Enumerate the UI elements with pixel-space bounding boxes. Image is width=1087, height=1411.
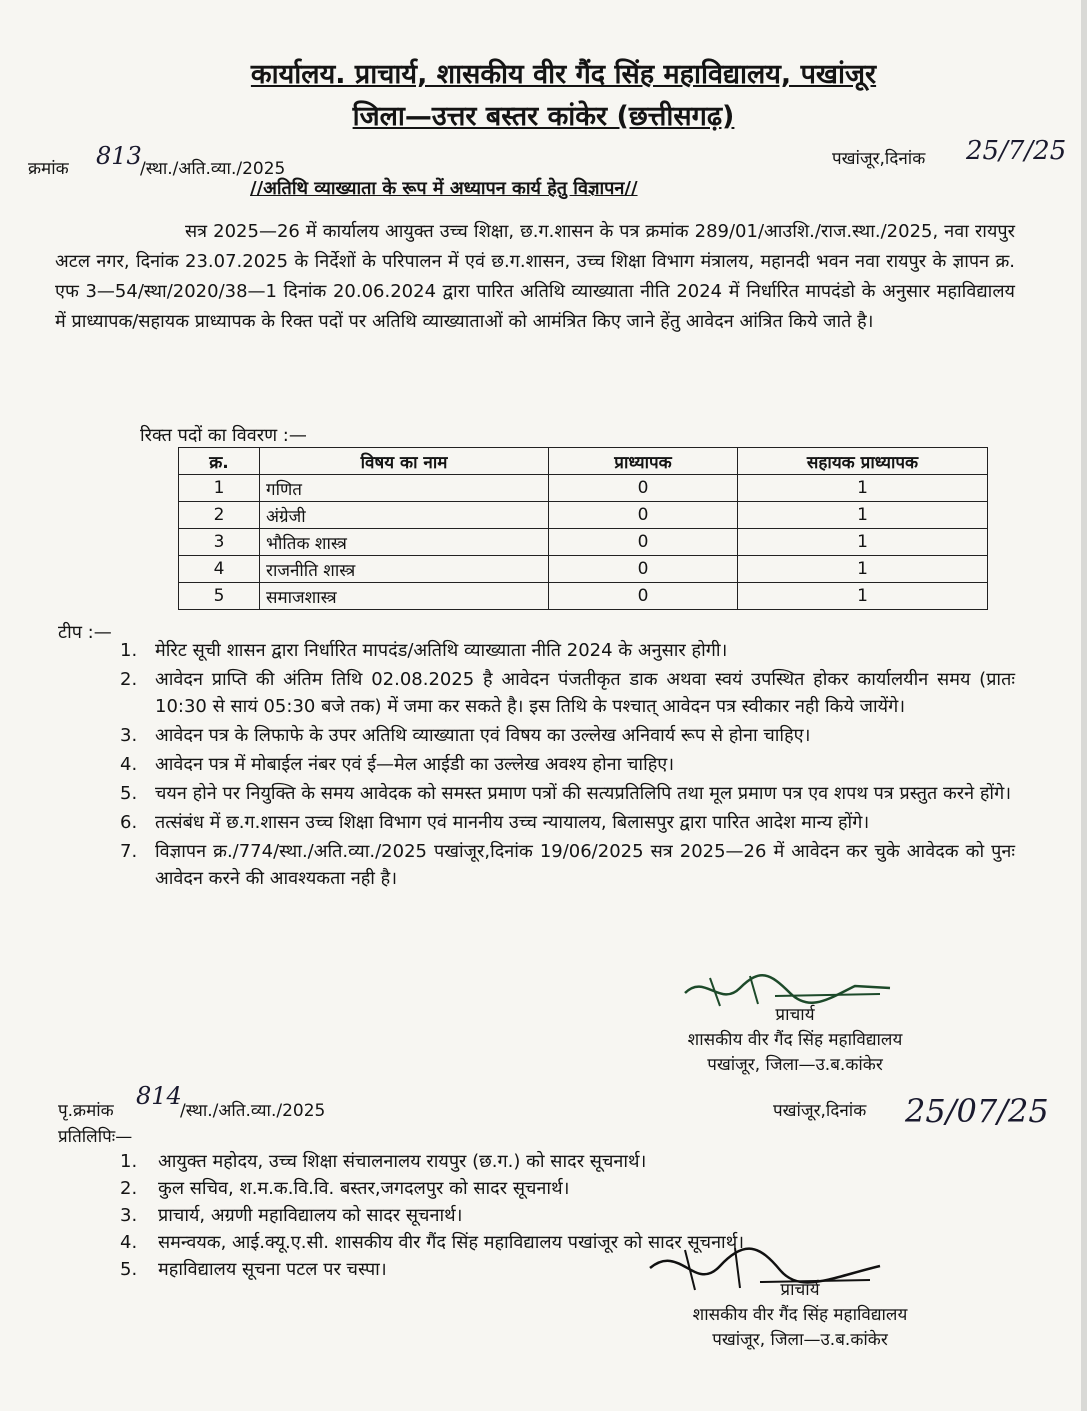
cell-serial: 1 — [179, 475, 260, 502]
cell-professor: 0 — [549, 583, 738, 610]
list-item: 7. विज्ञापन क्र./774/स्था./अति.व्या./2025 पखांजूर,दिनांक 19/06/2025 सत्र 2025—26 में आवेदन कर चुके आवेदक को पुनः आवेदन करने की आवश्यकता नही है। — [120, 838, 1015, 892]
note-text: आवेदन पत्र में मोबाईल नंबर एवं ई—मेल आईडी का उल्लेख अवश्य होना चाहिए। — [155, 754, 675, 775]
list-item: 6. तत्संबंध में छ.ग.शासन उच्च शिक्षा विभाग एवं माननीय उच्च न्यायालय, बिलासपुर द्वारा पारित आदेश मान्य होंगे। — [120, 809, 1015, 836]
cell-serial: 2 — [179, 502, 260, 529]
list-item: 3. आवेदन पत्र के लिफाफे के उपर अतिथि व्याख्याता एवं विषय का उल्लेख अनिवार्य रूप से होना चाहिए। — [120, 722, 1015, 749]
cell-subject: भौतिक शास्त्र — [260, 529, 549, 556]
table-row — [179, 475, 988, 502]
col-subject-header: विषय का नाम — [260, 448, 549, 475]
cell-asst-professor: 1 — [738, 583, 988, 610]
endorsement-label: पृ.क्रमांक — [58, 1101, 114, 1121]
cell-serial: 5 — [179, 583, 260, 610]
cell-professor: 0 — [549, 529, 738, 556]
endorsement-place-date-label: पखांजूर,दिनांक — [773, 1101, 867, 1121]
table-row — [179, 529, 988, 556]
copy-text: आयुक्त महोदय, उच्च शिक्षा संचालनालय रायपुर (छ.ग.) को सादर सूचनार्थ। — [158, 1151, 647, 1172]
list-item: 2. कुल सचिव, श.म.क.वि.वि. बस्तर,जगदलपुर को सादर सूचनार्थ। — [120, 1175, 1020, 1202]
cell-asst-professor: 1 — [738, 556, 988, 583]
list-item: 5. महाविद्यालय सूचना पटल पर चस्पा। — [120, 1256, 1020, 1283]
copy-text: महाविद्यालय सूचना पटल पर चस्पा। — [158, 1259, 387, 1280]
ref-number-handwritten: 813 — [96, 142, 142, 170]
signature-block-1 — [650, 1003, 940, 1078]
endorsement-number-handwritten: 814 — [136, 1082, 182, 1110]
note-text: मेरिट सूची शासन द्वारा निर्धारित मापदंड/अतिथि व्याख्याता नीति 2024 के अनुसार होगी। — [155, 640, 728, 661]
cell-asst-professor: 1 — [738, 529, 988, 556]
col-professor-header: प्राध्यापक — [549, 448, 738, 475]
list-item: 4. आवेदन पत्र में मोबाईल नंबर एवं ई—मेल आईडी का उल्लेख अवश्य होना चाहिए। — [120, 751, 1015, 778]
notes-list — [120, 637, 1015, 894]
district-title: जिला—उत्तर बस्तर कांकेर (छत्तीसगढ़) — [352, 101, 735, 132]
cell-professor: 0 — [549, 556, 738, 583]
signatory-college: शासकीय वीर गैंद सिंह महाविद्यालय — [692, 1305, 908, 1325]
cell-serial: 3 — [179, 529, 260, 556]
col-asst-professor-header: सहायक प्राध्यापक — [738, 448, 988, 475]
cell-professor: 0 — [549, 502, 738, 529]
cell-subject: अंग्रेजी — [260, 502, 549, 529]
list-item: 5. चयन होने पर नियुक्ति के समय आवेदक को समस्त प्रमाण पत्रों की सत्यप्रतिलिपि तथा मूल प्रमाण पत्र एव शपथ पत्र प्रस्तुत करने होंगे। — [120, 780, 1015, 807]
ref-label: क्रमांक — [28, 159, 69, 179]
list-item: 2. आवेदन प्राप्ति की अंतिम तिथि 02.08.2025 है आवेदन पंजतीकृत डाक अथवा स्वयं उपस्थित होकर कार्यालयीन समय (प्रातः 10:30 से सायं 05:30 बजे तक) में जमा कर सकते है। इस तिथि के पश्चात् आवेदन पत्र स्वीकार नही किये जायेंगे। — [120, 666, 1015, 720]
cell-asst-professor: 1 — [738, 475, 988, 502]
table-row — [179, 583, 988, 610]
endorsement-date-handwritten: 25/07/25 — [905, 1092, 1049, 1130]
col-serial-header: क्र. — [179, 448, 260, 475]
table-row — [179, 502, 988, 529]
body-paragraph: सत्र 2025—26 में कार्यालय आयुक्त उच्च शिक्षा, छ.ग.शासन के पत्र क्रमांक 289/01/आउशि./राज.स्था./2025, नवा रायपुर अटल नगर, दिनांक 23.07.2025 के निर्देशों के परिपालन में एवं छ.ग.शासन, उच्च शिक्षा विभाग मंत्रालय, महानदी भवन नवा रायपुर के ज्ञापन क्र. एफ 3—54/स्था/2020/38—1 दिनांक 20.06.2024 द्वारा पारित अतिथि व्याख्याता नीति 2024 में निर्धारित मापदंडो के अनुसार महाविद्यालय में प्राध्यापक/सहायक प्राध्यापक के रिक्त पदों पर अतिथि व्याख्याताओं को आमंत्रित किए जाने हेंतु आवेदन आंत्रित किये जाते है। — [55, 221, 1015, 332]
note-text: चयन होने पर नियुक्ति के समय आवेदक को समस्त प्रमाण पत्रों की सत्यप्रतिलिपि तथा मूल प्रमाण पत्र एव शपथ पत्र प्रस्तुत करने होंगे। — [155, 783, 1012, 804]
note-text: आवेदन प्राप्ति की अंतिम तिथि 02.08.2025 है आवेदन पंजतीकृत डाक अथवा स्वयं उपस्थित होकर कार्यालयीन समय (प्रातः 10:30 से सायं 05:30 बजे तक) में जमा कर सकते है। इस तिथि के पश्चात् आवेदन पत्र स्वीकार नही किये जायेंगे। — [155, 669, 1015, 717]
signature-block-2 — [650, 1278, 950, 1353]
copy-text: प्राचार्य, अग्रणी महाविद्यालय को सादर सूचनार्थ। — [158, 1205, 463, 1226]
list-item: 4. समन्वयक, आई.क्यू.ए.सी. शासकीय वीर गैंद सिंह महाविद्यालय पखांजूर को सादर सूचनार्थ। — [120, 1229, 1020, 1256]
copy-text: कुल सचिव, श.म.क.वि.वि. बस्तर,जगदलपुर को सादर सूचनार्थ। — [158, 1178, 570, 1199]
table-row — [179, 556, 988, 583]
ref-date-handwritten: 25/7/25 — [966, 136, 1067, 166]
cell-serial: 4 — [179, 556, 260, 583]
cell-professor: 0 — [549, 475, 738, 502]
note-text: तत्संबंध में छ.ग.शासन उच्च शिक्षा विभाग एवं माननीय उच्च न्यायालय, बिलासपुर द्वारा पारित आदेश मान्य होंगे। — [155, 812, 870, 833]
signatory-location: पखांजूर, जिला—उ.ब.कांकेर — [707, 1055, 883, 1075]
signatory-college: शासकीय वीर गैंद सिंह महाविद्यालय — [687, 1030, 903, 1050]
cell-asst-professor: 1 — [738, 502, 988, 529]
copy-text: समन्वयक, आई.क्यू.ए.सी. शासकीय वीर गैंद सिंह महाविद्यालय पखांजूर को सादर सूचनार्थ। — [158, 1232, 745, 1253]
cell-subject: गणित — [260, 475, 549, 502]
subject-line: //अतिथि व्याख्याता के रूप में अध्यापन कार्य हेतु विज्ञापन// — [250, 178, 638, 199]
vacancy-table — [178, 447, 988, 610]
note-text: विज्ञापन क्र./774/स्था./अति.व्या./2025 पखांजूर,दिनांक 19/06/2025 सत्र 2025—26 में आवेदन कर चुके आवेदक को पुनः आवेदन करने की आवश्यकता नही है। — [155, 841, 1015, 889]
endorsement-suffix: /स्था./अति.व्या./2025 — [180, 1101, 326, 1121]
signatory-title: प्राचार्य — [780, 1280, 820, 1300]
vacancy-caption: रिक्त पदों का विवरण :— — [140, 425, 307, 446]
table-header-row — [179, 448, 988, 475]
ref-suffix: /स्था./अति.व्या./2025 — [140, 159, 286, 179]
list-item: 1. आयुक्त महोदय, उच्च शिक्षा संचालनालय रायपुर (छ.ग.) को सादर सूचनार्थ। — [120, 1148, 1020, 1175]
notes-label: टीप :— — [58, 622, 112, 643]
ref-place-date-label: पखांजूर,दिनांक — [832, 149, 926, 169]
list-item: 1. मेरिट सूची शासन द्वारा निर्धारित मापदंड/अतिथि व्याख्याता नीति 2024 के अनुसार होगी। — [120, 637, 1015, 664]
cell-subject: राजनीति शास्त्र — [260, 556, 549, 583]
signatory-title: प्राचार्य — [775, 1005, 815, 1025]
page-edge — [1081, 0, 1087, 1411]
list-item: 3. प्राचार्य, अग्रणी महाविद्यालय को सादर सूचनार्थ। — [120, 1202, 1020, 1229]
copy-to-label: प्रतिलिपिः— — [58, 1127, 133, 1147]
cell-subject: समाजशास्त्र — [260, 583, 549, 610]
office-title: कार्यालय. प्राचार्य, शासकीय वीर गैंद सिंह महाविद्यालय, पखांजूर — [250, 59, 877, 90]
signatory-location: पखांजूर, जिला—उ.ब.कांकेर — [712, 1330, 888, 1350]
note-text: आवेदन पत्र के लिफाफे के उपर अतिथि व्याख्याता एवं विषय का उल्लेख अनिवार्य रूप से होना चाहिए। — [155, 725, 811, 746]
